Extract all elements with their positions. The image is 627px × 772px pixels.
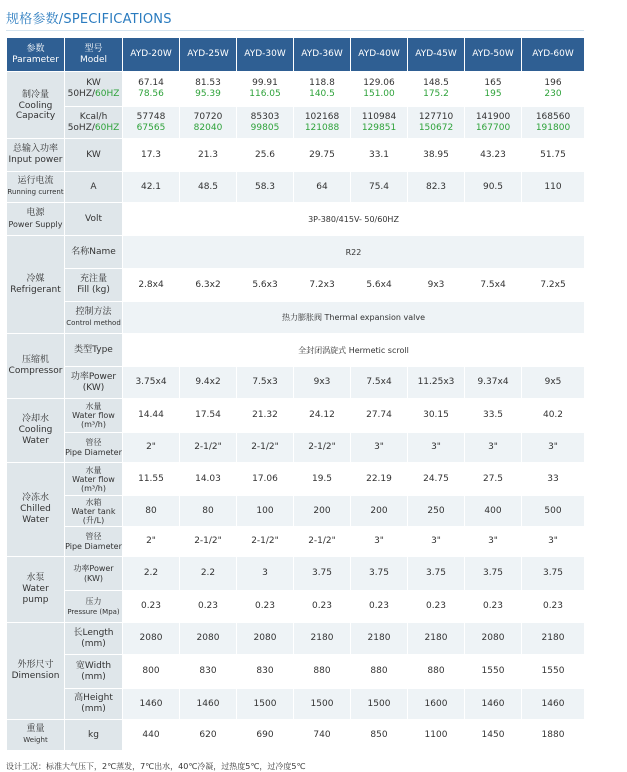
table-cell: 1460 xyxy=(180,689,237,720)
table-cell: 24.75 xyxy=(408,463,465,496)
table-cell: 29.75 xyxy=(294,139,351,172)
chilled-water-flow-row xyxy=(7,463,585,496)
table-cell: 7.5x4 xyxy=(465,269,522,302)
table-cell: 2.2 xyxy=(180,557,237,591)
table-cell: 2-1/2" xyxy=(180,433,237,463)
refrigerant-control-row xyxy=(7,302,585,334)
table-cell: 51.75 xyxy=(522,139,585,172)
table-cell: 2-1/2" xyxy=(294,433,351,463)
table-cell: 7.5x3 xyxy=(237,367,294,399)
table-cell: 880 xyxy=(408,655,465,689)
table-cell: 830 xyxy=(180,655,237,689)
table-cell: 2-1/2" xyxy=(237,527,294,557)
dimension-height-label: 高Height (mm) xyxy=(65,689,123,720)
table-cell: 102168 121088 xyxy=(294,107,351,139)
table-cell: 3" xyxy=(465,527,522,557)
table-cell: 33.5 xyxy=(465,399,522,433)
water-pump-pressure-row xyxy=(7,591,585,623)
table-cell: 127710 150672 xyxy=(408,107,465,139)
table-cell: 129.06 151.00 xyxy=(351,72,408,107)
dimension-length-row xyxy=(7,623,585,655)
water-pump-pressure-label: 压力 Pressure (Mpa) xyxy=(65,591,123,623)
table-cell: 80 xyxy=(180,496,237,527)
table-cell: 67.14 78.56 xyxy=(123,72,180,107)
table-cell: 48.5 xyxy=(180,172,237,203)
chilled-water-pipe-label: 管径 Pipe Diameter xyxy=(65,527,123,557)
table-cell: 57748 67565 xyxy=(123,107,180,139)
table-cell: 3.75 xyxy=(465,557,522,591)
power-supply-unit: Volt xyxy=(65,203,123,236)
table-cell: 0.23 xyxy=(351,591,408,623)
table-cell: 7.2x3 xyxy=(294,269,351,302)
table-cell: 2080 xyxy=(237,623,294,655)
chilled-water-flow-label: 水量 Water flow (m³/h) xyxy=(65,463,123,496)
model-name: AYD-60W xyxy=(522,38,585,72)
refrigerant-name-label: 名称Name xyxy=(65,236,123,269)
compressor-type-value: 全封闭涡旋式 Hermetic scroll xyxy=(123,334,585,367)
table-cell: 9.4x2 xyxy=(180,367,237,399)
table-cell: 2080 xyxy=(123,623,180,655)
table-cell: 21.3 xyxy=(180,139,237,172)
dimension-height-row xyxy=(7,689,585,720)
cooling-kw-unit: KW 50HZ/60HZ xyxy=(65,72,123,107)
table-cell: 141900 167700 xyxy=(465,107,522,139)
table-cell: 9x3 xyxy=(294,367,351,399)
table-cell: 7.2x5 xyxy=(522,269,585,302)
refrigerant-control-label: 控制方法 Control method xyxy=(65,302,123,334)
table-cell: 2.2 xyxy=(123,557,180,591)
model-name: AYD-45W xyxy=(408,38,465,72)
table-cell: 24.12 xyxy=(294,399,351,433)
cooling-kcal-unit: Kcal/h 5oHZ/60HZ xyxy=(65,107,123,139)
table-cell: 1460 xyxy=(123,689,180,720)
table-cell: 90.5 xyxy=(465,172,522,203)
weight-label: 重量 Weight xyxy=(7,720,65,751)
table-cell: 1550 xyxy=(522,655,585,689)
table-cell: 1880 xyxy=(522,720,585,751)
table-cell: 118.8 140.5 xyxy=(294,72,351,107)
dimension-width-row xyxy=(7,655,585,689)
table-cell: 1500 xyxy=(237,689,294,720)
table-cell: 27.5 xyxy=(465,463,522,496)
table-cell: 3 xyxy=(237,557,294,591)
power-supply-label: 电源 Power Supply xyxy=(7,203,65,236)
water-pump-power-label: 功率Power (KW) xyxy=(65,557,123,591)
model-header: 型号 Model xyxy=(65,38,123,72)
table-cell: 21.32 xyxy=(237,399,294,433)
table-cell: 800 xyxy=(123,655,180,689)
cooling-water-label: 冷却水 Cooling Water xyxy=(7,399,65,463)
refrigerant-fill-row xyxy=(7,269,585,302)
title-divider xyxy=(6,30,584,31)
table-cell: 25.6 xyxy=(237,139,294,172)
weight-unit: kg xyxy=(65,720,123,751)
cooling-water-flow-row xyxy=(7,399,585,433)
table-cell: 14.44 xyxy=(123,399,180,433)
table-cell: 3" xyxy=(408,527,465,557)
table-cell: 168560 191800 xyxy=(522,107,585,139)
table-cell: 2080 xyxy=(180,623,237,655)
table-cell: 99.91 116.05 xyxy=(237,72,294,107)
compressor-label: 压缩机 Compressor xyxy=(7,334,65,399)
table-cell: 11.25x3 xyxy=(408,367,465,399)
table-cell: 1450 xyxy=(465,720,522,751)
table-cell: 17.54 xyxy=(180,399,237,433)
table-cell: 830 xyxy=(237,655,294,689)
table-cell: 17.3 xyxy=(123,139,180,172)
table-cell: 2" xyxy=(123,527,180,557)
table-cell: 196 230 xyxy=(522,72,585,107)
table-cell: 5.6x4 xyxy=(351,269,408,302)
table-cell: 9x5 xyxy=(522,367,585,399)
table-cell: 2080 xyxy=(465,623,522,655)
compressor-type-row xyxy=(7,334,585,367)
model-name: AYD-36W xyxy=(294,38,351,72)
table-cell: 42.1 xyxy=(123,172,180,203)
table-cell: 0.23 xyxy=(294,591,351,623)
input-power-unit: KW xyxy=(65,139,123,172)
table-cell: 3" xyxy=(351,433,408,463)
table-cell: 64 xyxy=(294,172,351,203)
table-cell: 40.2 xyxy=(522,399,585,433)
water-pump-power-row xyxy=(7,557,585,591)
design-conditions-note: 设计工况：标准大气压下，2℃蒸发，7℃出水，40℃冷凝，过热度5℃，过冷度5℃ xyxy=(6,762,306,771)
table-cell: 250 xyxy=(408,496,465,527)
table-cell: 620 xyxy=(180,720,237,751)
parameter-header: 参数 Parameter xyxy=(7,38,65,72)
model-name: AYD-40W xyxy=(351,38,408,72)
cooling-capacity-kcal-row xyxy=(7,107,585,139)
table-cell: 400 xyxy=(465,496,522,527)
table-cell: 6.3x2 xyxy=(180,269,237,302)
table-cell: 17.06 xyxy=(237,463,294,496)
table-cell: 148.5 175.2 xyxy=(408,72,465,107)
table-cell: 3.75 xyxy=(522,557,585,591)
table-cell: 0.23 xyxy=(237,591,294,623)
table-cell: 2-1/2" xyxy=(237,433,294,463)
dimension-length-label: 长Length (mm) xyxy=(65,623,123,655)
refrigerant-name-value: R22 xyxy=(123,236,585,269)
table-cell: 58.3 xyxy=(237,172,294,203)
table-cell: 2180 xyxy=(294,623,351,655)
compressor-power-label: 功率Power (KW) xyxy=(65,367,123,399)
table-cell: 9.37x4 xyxy=(465,367,522,399)
table-cell: 7.5x4 xyxy=(351,367,408,399)
compressor-power-row xyxy=(7,367,585,399)
table-cell: 2180 xyxy=(522,623,585,655)
running-current-unit: A xyxy=(65,172,123,203)
table-cell: 22.19 xyxy=(351,463,408,496)
table-header-row xyxy=(7,38,585,72)
input-power-label: 总输入功率 Input power xyxy=(7,139,65,172)
table-cell: 82.3 xyxy=(408,172,465,203)
chilled-water-tank-row xyxy=(7,496,585,527)
table-cell: 880 xyxy=(351,655,408,689)
cooling-water-pipe-row xyxy=(7,433,585,463)
table-cell: 3" xyxy=(408,433,465,463)
table-cell: 1460 xyxy=(522,689,585,720)
table-cell: 3.75 xyxy=(408,557,465,591)
table-cell: 1550 xyxy=(465,655,522,689)
table-cell: 27.74 xyxy=(351,399,408,433)
table-cell: 690 xyxy=(237,720,294,751)
chilled-water-tank-label: 水箱 Water tank (升/L) xyxy=(65,496,123,527)
table-cell: 3.75x4 xyxy=(123,367,180,399)
table-cell: 5.6x3 xyxy=(237,269,294,302)
table-cell: 3" xyxy=(465,433,522,463)
table-cell: 81.53 95.39 xyxy=(180,72,237,107)
table-cell: 19.5 xyxy=(294,463,351,496)
table-cell: 0.23 xyxy=(465,591,522,623)
cooling-water-flow-label: 水量 Water flow (m³/h) xyxy=(65,399,123,433)
table-cell: 3" xyxy=(351,527,408,557)
table-cell: 43.23 xyxy=(465,139,522,172)
specifications-table xyxy=(6,37,585,751)
table-cell: 75.4 xyxy=(351,172,408,203)
table-cell: 2" xyxy=(123,433,180,463)
table-cell: 1600 xyxy=(408,689,465,720)
cooling-water-pipe-label: 管径 Pipe Diameter xyxy=(65,433,123,463)
table-cell: 11.55 xyxy=(123,463,180,496)
page-title: 规格参数/SPECIFICATIONS xyxy=(6,12,172,27)
cooling-capacity-label: 制冷量 Cooling Capacity xyxy=(7,72,65,139)
table-cell: 850 xyxy=(351,720,408,751)
table-cell: 110984 129851 xyxy=(351,107,408,139)
table-cell: 2180 xyxy=(408,623,465,655)
table-cell: 440 xyxy=(123,720,180,751)
refrigerant-control-value: 热力膨胀阀 Thermal expansion valve xyxy=(123,302,585,334)
power-supply-value: 3P-380/415V- 50/60HZ xyxy=(123,203,585,236)
table-cell: 1500 xyxy=(351,689,408,720)
table-cell: 0.23 xyxy=(408,591,465,623)
table-cell: 1100 xyxy=(408,720,465,751)
table-cell: 85303 99805 xyxy=(237,107,294,139)
table-cell: 1500 xyxy=(294,689,351,720)
table-cell: 3" xyxy=(522,527,585,557)
chilled-water-pipe-row xyxy=(7,527,585,557)
table-cell: 110 xyxy=(522,172,585,203)
table-cell: 200 xyxy=(294,496,351,527)
dimension-width-label: 宽Width (mm) xyxy=(65,655,123,689)
table-cell: 2-1/2" xyxy=(180,527,237,557)
compressor-type-label: 类型Type xyxy=(65,334,123,367)
table-cell: 38.95 xyxy=(408,139,465,172)
model-name: AYD-25W xyxy=(180,38,237,72)
water-pump-label: 水泵 Water pump xyxy=(7,557,65,623)
table-cell: 0.23 xyxy=(522,591,585,623)
model-name: AYD-20W xyxy=(123,38,180,72)
table-cell: 80 xyxy=(123,496,180,527)
refrigerant-fill-label: 充注量 Fill (kg) xyxy=(65,269,123,302)
table-cell: 200 xyxy=(351,496,408,527)
table-cell: 3" xyxy=(522,433,585,463)
table-cell: 1460 xyxy=(465,689,522,720)
table-cell: 0.23 xyxy=(123,591,180,623)
running-current-label: 运行电流 Running current xyxy=(7,172,65,203)
table-cell: 500 xyxy=(522,496,585,527)
dimension-label: 外形尺寸 Dimension xyxy=(7,623,65,720)
power-supply-row xyxy=(7,203,585,236)
table-cell: 14.03 xyxy=(180,463,237,496)
table-cell: 100 xyxy=(237,496,294,527)
table-cell: 0.23 xyxy=(180,591,237,623)
table-cell: 33.1 xyxy=(351,139,408,172)
table-cell: 740 xyxy=(294,720,351,751)
table-cell: 880 xyxy=(294,655,351,689)
refrigerant-name-row xyxy=(7,236,585,269)
table-cell: 2-1/2" xyxy=(294,527,351,557)
running-current-row xyxy=(7,172,585,203)
model-name: AYD-50W xyxy=(465,38,522,72)
table-cell: 165 195 xyxy=(465,72,522,107)
table-cell: 33 xyxy=(522,463,585,496)
input-power-row xyxy=(7,139,585,172)
table-cell: 3.75 xyxy=(351,557,408,591)
table-cell: 9x3 xyxy=(408,269,465,302)
table-cell: 2.8x4 xyxy=(123,269,180,302)
table-cell: 70720 82040 xyxy=(180,107,237,139)
table-cell: 2180 xyxy=(351,623,408,655)
table-cell: 3.75 xyxy=(294,557,351,591)
chilled-water-label: 冷冻水 Chilled Water xyxy=(7,463,65,557)
model-name: AYD-30W xyxy=(237,38,294,72)
refrigerant-label: 冷媒 Refrigerant xyxy=(7,236,65,334)
table-cell: 30.15 xyxy=(408,399,465,433)
cooling-capacity-kw-row xyxy=(7,72,585,107)
weight-row xyxy=(7,720,585,751)
